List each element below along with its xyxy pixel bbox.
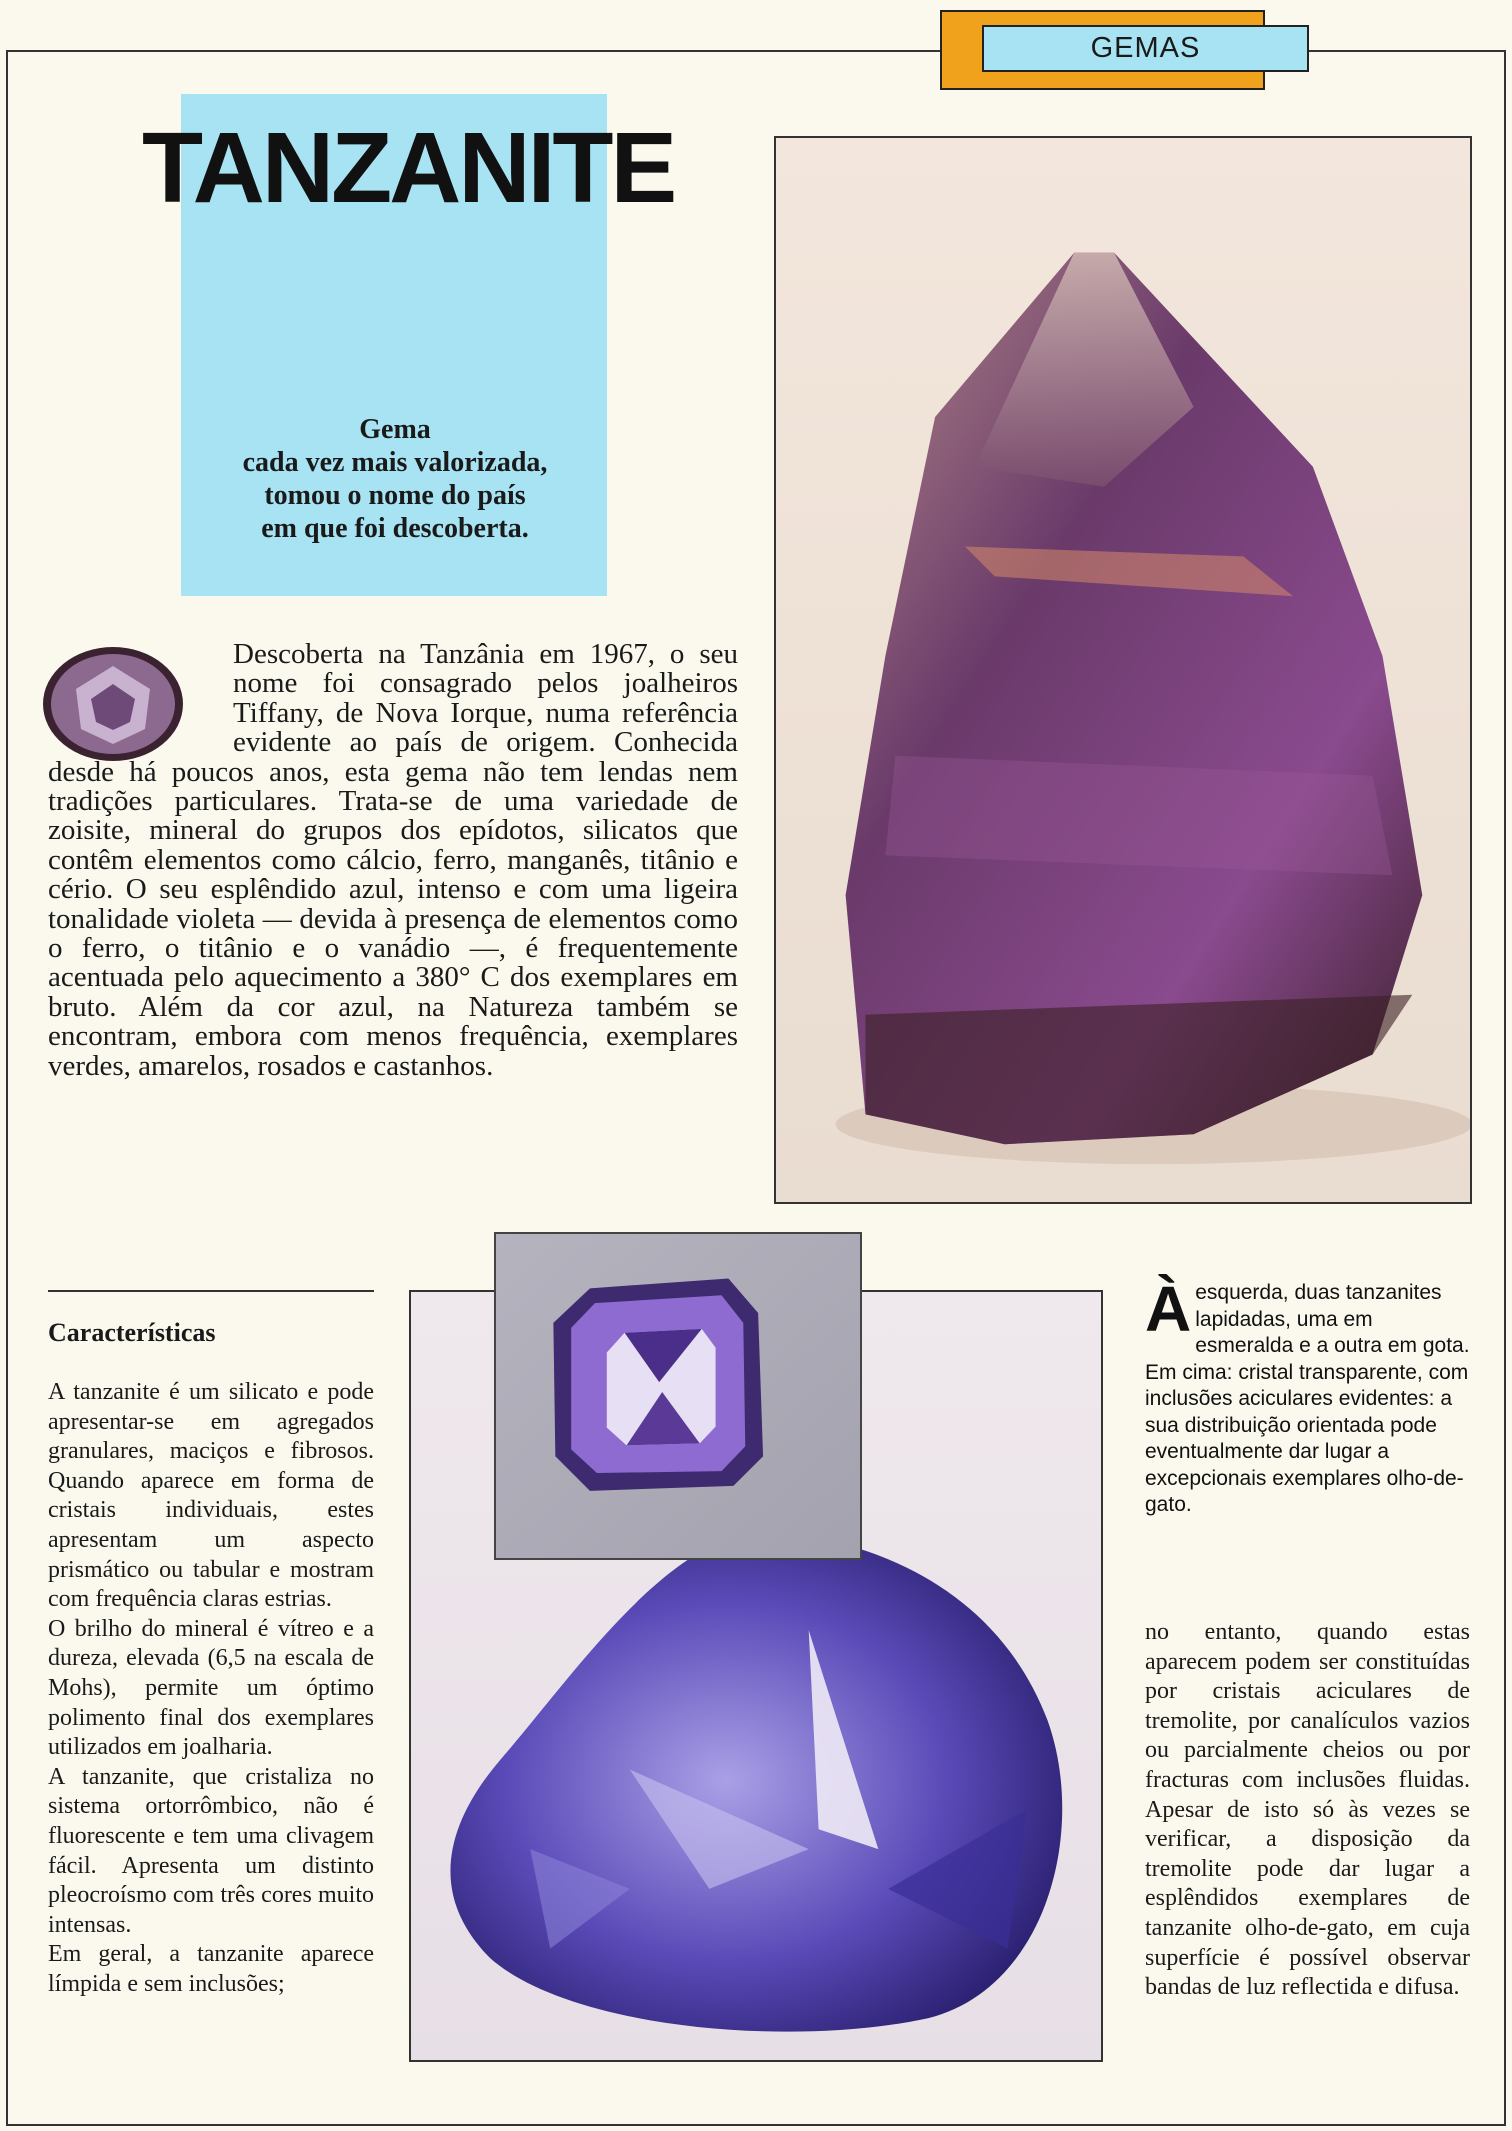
paragraph: A tanzanite é um silicato e pode apresentar-se em agregados granulares, maciços e fibrosos. Quando aparece em forma de cristais individuais, estes apresentam um aspecto prismático ou tabular e mostram com frequência claras estrias. (48, 1379, 374, 1613)
continuation-text: no entanto, quando estas aparecem podem ser constituídas por cristais aciculares de tremolite, por canalículos vazios ou parcialmente cheios ou por fracturas com inclusões fluidas. Apesar de isto só às vezes se verificar, a disposição da tremolite pode dar lugar a esplêndidos exemplares de tanzanite olho-de-gato, em cuja superfície é possível observar bandas de luz reflectida e difusa. (1145, 1619, 1470, 2001)
subtitle-line: Gema (359, 414, 431, 445)
section-tab: GEMAS (982, 25, 1309, 72)
section-rule (48, 1290, 374, 1292)
subtitle-line: em que foi descoberta. (261, 513, 529, 544)
intro-body: Descoberta na Tanzânia em 1967, o seu nome foi consagrado pelos joalheiros Tiffany, de Nova Iorque, numa referência evidente ao país de origem. Conhecida desde há poucos anos, esta gema não tem lendas nem tradições particulares. Trata-se de uma variedade de zoisite, mineral do grupos dos epídotos, silicatos que contêm elementos como cálcio, ferro, manganês, titânio e cério. O seu esplêndido azul, intenso e com uma ligeira tonalidade violeta — devida à presença de elementos como o ferro, o titânio e o vanádio —, é frequentemente acentuada pelo aquecimento a 380° C dos exemplares em bruto. Além da cor azul, na Natureza também se encontram, embora com menos frequência, exemplares verdes, amarelos, rosados e castanhos. (48, 638, 738, 1082)
paragraph: O brilho do mineral é vítreo e a dureza, elevada (6,5 na escala de Mohs), permite um óptimo polimento final dos exemplares utilizados em joalharia. (48, 1615, 374, 1761)
caption-text: esquerda, duas tanzanites lapidadas, uma em esmeralda e a outra em gota. Em cima: cristal transparente, com inclusões aciculares evidentes: a sua distribuição orientada pode eventualmente dar lugar a excepcionais exemplares olho-de-gato. (1145, 1281, 1470, 1516)
photo-caption (1145, 1273, 1470, 1519)
subtitle (210, 413, 580, 545)
rough-crystal-photo (774, 136, 1472, 1204)
emerald-cut-photo (494, 1232, 862, 1560)
page-title: TANZANITE (142, 112, 675, 224)
paragraph: Em geral, a tanzanite aparece límpida e sem inclusões; (48, 1941, 374, 1997)
subtitle-line: tomou o nome do país (264, 480, 526, 511)
subtitle-line: cada vez mais valorizada, (242, 447, 548, 478)
intro-text (48, 640, 738, 1081)
caption-dropcap: À (1145, 1273, 1192, 1345)
characteristics-heading: Características (48, 1318, 216, 1347)
characteristics-text (48, 1378, 374, 1999)
paragraph: A tanzanite, que cristaliza no sistema ortorrômbico, não é fluorescente e tem uma clivagem fácil. Apresenta um distinto pleocroísmo com três cores muito intensas. (48, 1763, 374, 1938)
